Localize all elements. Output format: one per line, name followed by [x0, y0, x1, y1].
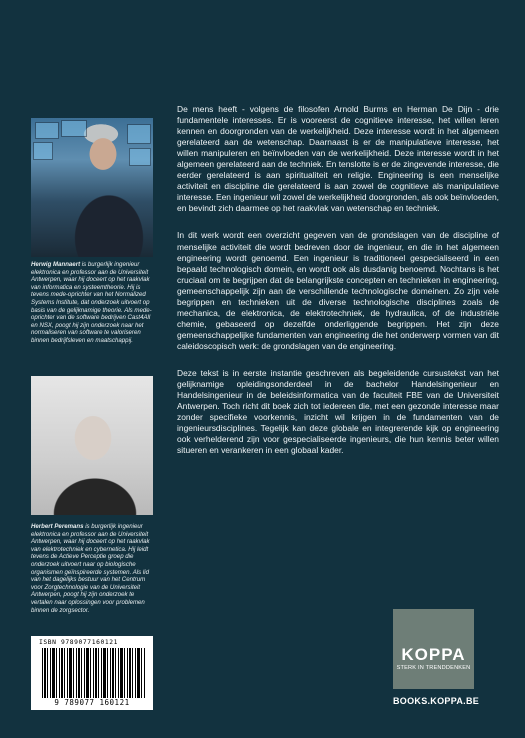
- paragraph-1: De mens heeft - volgens de filosofen Arnold Burms en Herman De Dijn - drie fundamentele interesses. Er is vooreerst de cognitieve interesse, het willen leren kennen en doorgronden van de werkelijkheid. Deze interesse wordt in het algemeen gerelateerd aan de wetenschap. Daarnaast is er de manipulatieve interesse, het willen manipuleren en beïnvloeden van de werkelijkheid. Deze interesse wordt in het algemeen gerelateerd aan de techniek. En tenslotte is er de zingevende interesse, die eerder gerelateerd is aan spiritualiteit en religie. Engineering is een menselijke activiteit en discipline die gerelateerd is aan zowel de cognitieve als manipulatieve interesse. Een ingenieur wil zowel de werkelijkheid doorgronden, als ook beïnvloeden, en bevindt zich daarmee op het raakvlak van wetenschap en techniek.: [177, 104, 499, 214]
- paragraph-2: In dit werk wordt een overzicht gegeven van de grondslagen van de discipline of menselijke activiteit die wordt bedreven door de ingenieur, en die in het algemeen engineering wordt genoemd. Een ingenieur is traditioneel gespecialiseerd in een bepaald technologisch domein, en wordt ook als dusdanig benoemd. Nochtans is het cruciaal om te begrijpen dat de belangrijkste concepten en technieken in engineering, gemeenschappelijk zijn aan de verschillende technologische domeinen. Zo zijn vele begrippen en technieken uit de diverse technologische disciplines zoals de mechanica, de elektronica, de elektrotechniek, de hydraulica, of de industriële chemie, gebaseerd op dezelfde onderliggende begrippen. Het zijn deze gemeenschappelijke fundamenten van engineering die het onderwerp vormen van dit caleidoscopisch werk: de grondslagen van de engineering.: [177, 230, 499, 351]
- publisher-tagline: STERK IN TRENDDENKEN: [396, 664, 471, 671]
- publisher-logo: [393, 609, 474, 689]
- author1-photo: [31, 118, 153, 257]
- publisher-url: BOOKS.KOPPA.BE: [393, 696, 480, 706]
- barcode-digits: 9 789077 160121: [31, 698, 153, 707]
- author1-name: Herwig Mannaert: [31, 261, 81, 268]
- barcode-bars: [42, 648, 146, 698]
- paragraph-3: Deze tekst is in eerste instantie geschreven als begeleidende cursustekst van het gelijknamige opleidingsonderdeel in de bachelor Handelsingenieur en Handelsingenieur in de beleidsinformatica van de faculteit FBE van de Universiteit Antwerpen. Toch richt dit boek zich tot iedereen die, met een gezonde interesse maar zonder specifieke voorkennis, inzicht wil krijgen in de fundamenten van de ingenieursdisciplines. Tegelijk kan deze globale en integrerende kijk op engineering ook verhelderend zijn voor gespecialiseerde ingenieurs, die hun kennis beter willen situeren en verankeren in een globaal kader.: [177, 367, 499, 456]
- author2-photo: [31, 376, 153, 515]
- author2-bio-text: is burgerlijk ingenieur elektronica en professor aan de Universiteit Antwerpen, waar hij doceert op het raakvlak van elektrotechniek en cybernetica. Hij leidt tevens de Actieve Perceptie groep die onderzoek uitvoert naar op biologische organismen geïnspireerde systemen. Als lid van het dagelijks bestuur van het Centrum voor Zorgtechnologie van de Universiteit Antwerpen, poogt hij zijn onderzoek te vertalen naar oplossingen voor problemen binnen de zorgsector.: [31, 523, 150, 614]
- author1-bio: [31, 261, 153, 345]
- back-cover-text: [177, 104, 499, 472]
- author2-name: Herbert Peremans: [31, 523, 84, 530]
- publisher-name: KOPPA: [401, 644, 466, 664]
- author1-block: [31, 118, 153, 345]
- isbn-label: ISBN 9789077160121: [39, 639, 119, 646]
- author2-bio: [31, 523, 153, 614]
- isbn-barcode: [31, 636, 153, 710]
- author2-photo-wrap: [31, 376, 153, 515]
- author1-bio-text: is burgerlijk ingenieur elektronica en professor aan de Universiteit Antwerpen, waar hij doceert op het raakvlak van informatica en systeemtheorie. Hij is tevens mede-oprichter van het Normalized Systems Institute, dat onderzoek uitvoert op basis van de gelijknamige theorie. Als mede-oprichter van de software bedrijven Cast4All en NSX, poogt hij zijn onderzoek naar het normaliseren van software te valoriseren binnen bedrijfsleven en maatschappij.: [31, 261, 152, 344]
